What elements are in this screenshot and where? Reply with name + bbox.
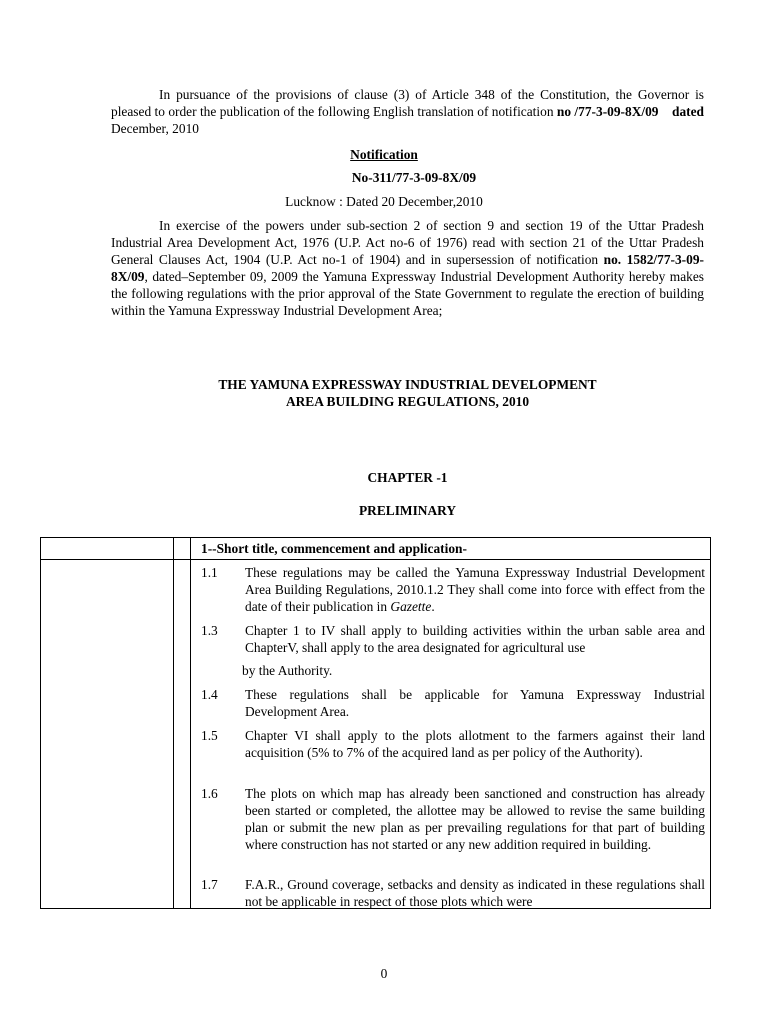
list-item: 1.3 Chapter 1 to IV shall apply to building activities within the urban sable area and ChapterV, shall apply to the area designated for agricultural use: [201, 623, 705, 655]
list-item: 1.7 F.A.R., Ground coverage, setbacks and density as indicated in these regulations shall not be applicable in respect of those plots which were: [201, 877, 705, 909]
table-column-divider: [190, 538, 191, 908]
chapter-name: PRELIMINARY: [359, 503, 456, 518]
place-date: Lucknow : Dated 20 December,2010: [285, 194, 483, 209]
list-item: 1.6 The plots on which map has already been sanctioned and construction has already been started or completed, the allottee may be allowed to revise the same building plan or submit the new plan as per prevailing regulations for that part of building where construction has not started or any new addition required in building.: [201, 786, 705, 852]
notification-reference: no /77-3-09-8X/09: [556, 104, 659, 119]
chapter-label: CHAPTER -1: [367, 470, 448, 485]
notification-number: No-311/77-3-09-8X/09: [351, 170, 477, 185]
regulations-title-line2: AREA BUILDING REGULATIONS, 2010: [285, 394, 530, 409]
list-item: 1.4 These regulations shall be applicable for Yamuna Expressway Industrial Development Area.: [201, 687, 705, 719]
section-title: 1--Short title, commencement and application-: [201, 541, 467, 556]
list-item: by the Authority.: [242, 663, 333, 678]
intro-paragraph: In pursuance of the provisions of clause (3) of Article 348 of the Constitution, the Governor is pleased to order the publication of the following English translation of notification no /77-3-09-8X/09 dated December, 2010: [111, 87, 705, 136]
regulations-title-line1: THE YAMUNA EXPRESSWAY INDUSTRIAL DEVELOPMENT: [218, 377, 597, 392]
dated-label: dated: [672, 104, 705, 119]
regulations-table: [40, 537, 711, 909]
notification-heading: Notification: [350, 147, 418, 162]
page-number: 0: [380, 966, 388, 981]
superseded-notification-ref: no. 1582/77-3-09-8X/09: [111, 252, 704, 284]
table-column-divider: [173, 538, 174, 908]
exercise-paragraph: In exercise of the powers under sub-section 2 of section 9 and section 19 of the Uttar Pradesh Industrial Area Development Act, 1976 (U.P. Act no-6 of 1976) read with section 21 of the Uttar Pradesh General Clauses Act, 1904 (U.P. Act no-1 of 1904) and in supersession of notification no. 1582/77-3-09-8X/09, dated–September 09, 2009 the Yamuna Expressway Industrial Development Authority hereby makes the following regulations with the prior approval of the State Government to regulate the erection of building within the Yamuna Expressway Industrial Development Area;: [111, 218, 704, 318]
table-row-divider: [41, 559, 710, 560]
list-item: 1.1 These regulations may be called the Yamuna Expressway Industrial Development Area Building Regulations, 2010.1.2 They shall come into force with effect from the date of their publication in Gazette.: [201, 565, 705, 614]
list-item: 1.5 Chapter VI shall apply to the plots allotment to the farmers against their land acquisition (5% to 7% of the acquired land as per policy of the Authority).: [201, 728, 705, 760]
